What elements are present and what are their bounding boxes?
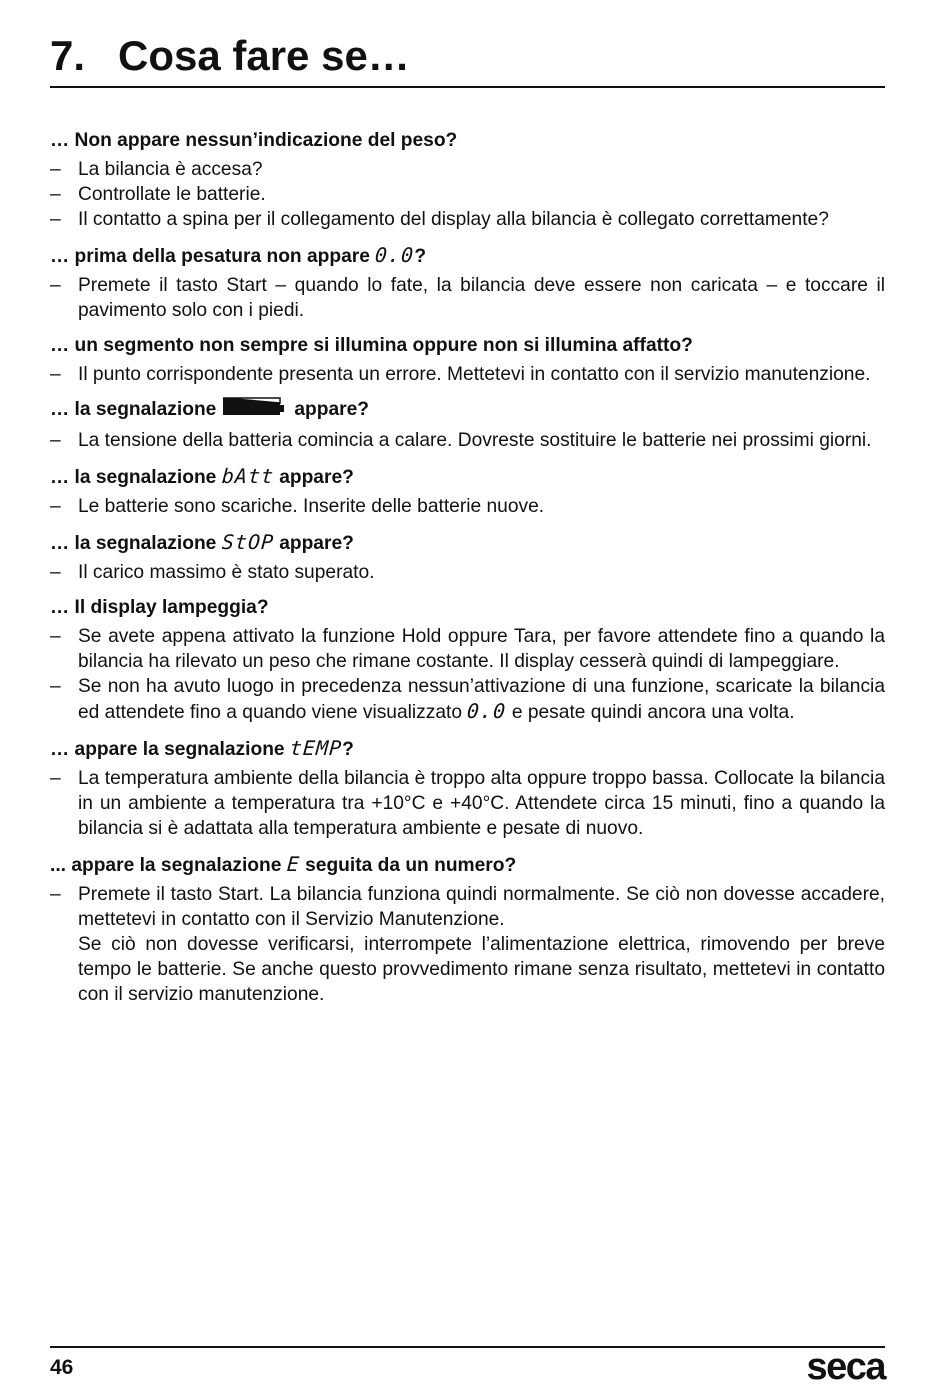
- faq-section: [50, 397, 885, 453]
- faq-answer: – La tensione della batteria comincia a calare. Dovreste sostituire le batterie nei prossimi giorni.: [50, 430, 872, 451]
- faq-answer: – Se avete appena attivato la funzione Hold oppure Tara, per favore attendete fino a quando la bilancia ha rilevato un peso che rimane costante. Il display cesserà quindi di lampeggiare.: [50, 626, 885, 672]
- faq-section: [50, 595, 885, 725]
- display-code: 0.0: [466, 699, 508, 723]
- display-code: E: [285, 852, 301, 876]
- faq-answer: – Il contatto a spina per il collegamento del display alla bilancia è collegato correttamente?: [50, 209, 829, 230]
- faq-question: … la segnalazione StOP appare?: [50, 530, 354, 554]
- battery-low-icon: [222, 397, 286, 425]
- display-code: bAtt: [220, 464, 275, 488]
- page-number: 46: [50, 1356, 74, 1379]
- faq-answer: – Premete il tasto Start – quando lo fate, la bilancia deve essere non caricata – e toccare il pavimento solo con i piedi.: [50, 275, 885, 321]
- page-title: [50, 30, 885, 82]
- faq-question: … Il display lampeggia?: [50, 597, 269, 618]
- footer-divider: [50, 1346, 885, 1348]
- faq-question: … appare la segnalazione tEMP?: [50, 736, 354, 760]
- display-code: 0.0: [374, 243, 416, 267]
- faq-question: … la segnalazione appare?: [50, 397, 885, 425]
- faq-section: [50, 128, 885, 232]
- faq-section: [50, 333, 885, 387]
- faq-answer: – Controllate le batterie.: [50, 184, 266, 205]
- faq-section: [50, 851, 885, 1007]
- faq-answer: – Le batterie sono scariche. Inserite delle batterie nuove.: [50, 496, 545, 517]
- faq-answer: – Se non ha avuto luogo in precedenza nessun’attivazione di una funzione, scaricate la bilancia ed attendete fino a quando viene visualizzato 0.0 e pesate quindi ancora una volta.: [50, 676, 885, 723]
- faq-section: [50, 463, 885, 519]
- faq-answer: – Il carico massimo è stato superato.: [50, 562, 375, 583]
- faq-answer: – La bilancia è accesa?: [50, 159, 263, 180]
- faq-section: [50, 242, 885, 323]
- faq-question: … un segmento non sempre si illumina oppure non si illumina affatto?: [50, 335, 693, 356]
- display-code: StOP: [220, 530, 275, 554]
- faq-question: … la segnalazione bAtt appare?: [50, 464, 354, 488]
- chapter-number: 7.: [50, 32, 86, 79]
- chapter-title: Cosa fare se…: [118, 32, 410, 79]
- faq-answer: – Il punto corrispondente presenta un errore. Mettetevi in contatto con il servizio manutenzione.: [50, 364, 871, 385]
- display-code: tEMP: [289, 736, 343, 760]
- faq-answer: – Premete il tasto Start. La bilancia funziona quindi normalmente. Se ciò non dovesse accadere, mettetevi in contatto con il Servizio Manutenzione.: [50, 884, 885, 930]
- faq-answer: – La temperatura ambiente della bilancia è troppo alta oppure troppo bassa. Collocate la bilancia in un ambiente a temperatura tra +10°C e +40°C. Attendete circa 15 minuti, fino a quando la bilancia si è adattata alla temperatura ambiente e pesate di nuovo.: [50, 768, 885, 839]
- title-divider: [50, 86, 885, 88]
- faq-answer-continuation: Se ciò non dovesse verificarsi, interrompete l’alimentazione elettrica, rimovendo per breve tempo le batterie. Se anche questo provvedimento rimane senza risultato, mettetevi in contatto con il servizio manutenzione.: [78, 934, 885, 1005]
- faq-question: ... appare la segnalazione E seguita da un numero?: [50, 852, 517, 876]
- faq-question: … prima della pesatura non appare 0.0?: [50, 243, 427, 267]
- faq-section: [50, 735, 885, 841]
- faq-question: … Non appare nessun’indicazione del peso?: [50, 130, 458, 151]
- troubleshooting-list: [50, 128, 885, 1017]
- faq-section: [50, 529, 885, 585]
- seca-logo: seca: [806, 1346, 885, 1388]
